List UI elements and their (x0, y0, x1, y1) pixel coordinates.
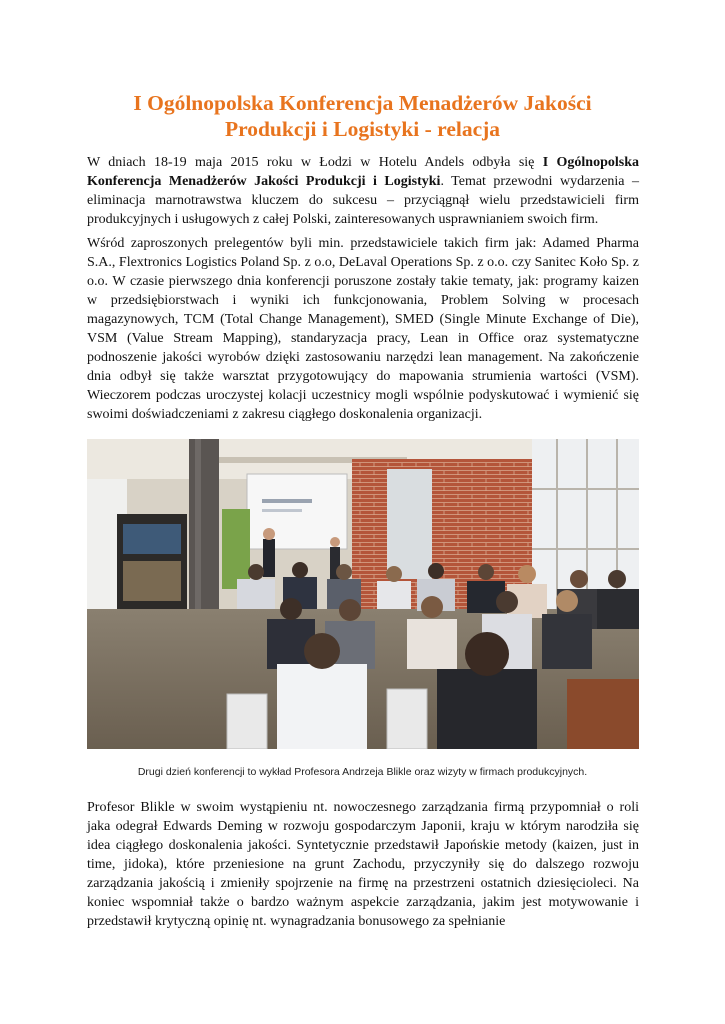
intro-paragraph (87, 153, 639, 229)
conference-name-bold: I Ogólnopolska Konferencja Menadżerów Jakości Produkcji i Logistyki (87, 155, 639, 189)
photo-caption: Drugi dzień konferencji to wykład Profesora Andrzeja Blikle oraz wizyty w firmach produkcyjnych. (137, 766, 588, 778)
title-line-1: I Ogólnopolska Konferencja Menadżerów Jakości (133, 91, 592, 115)
speakers-paragraph: Wśród zaproszonych prelegentów byli min. przedstawiciele takich firm jak: Adamed Pharma S.A., Flextronics Logistics Poland Sp. z o.o, DeLaval Operations Sp. z o.o. czy Sanitec Koło Sp. z o.o. W czasie pierwszego dnia konferencji poruszone zostały takie tematy, jak: programy kaizen w przedsiębiorstwach i wyniki ich funkcjonowania, Problem Solving w procesach magazynowych, TCM (Total Change Management), SMED (Single Minute Exchange of Die), VSM (Value Stream Mapping), standaryzacja pracy, Lean in Office oraz systematyczne podnoszenie jakości wyrobów dzięki zastosowaniu narzędzi lean management. Na zakończenie dnia odbył się także warsztat przygotowujący do mapowania strumienia wartości (VSM). Wieczorem podczas uroczystej kolacji uczestnicy mogli wspólnie podyskutować i wymienić się swoimi doświadczeniami z zakresu ciągłego doskonalenia organizacji. (87, 236, 639, 422)
blikle-paragraph: Profesor Blikle w swoim wystąpieniu nt. nowoczesnego zarządzania firmą przypomniał o roli jaka odegrał Edwards Deming w rozwoju gospodarczym Japonii, kraju w którym narodziła się idea ciągłego doskonalenia jakości. Syntetycznie przedstawił Japońskie metody (kaizen, just in time, jidoka), które przeniesione na grunt Zachodu, przyczyniły się do dalszego rozwoju zarządzania jakością i zmieniły spojrzenie na firmę na przestrzeni ostatnich dziesięcioleci. Na koniec wspomniał także o bardzo ważnym aspekcie zarządzania, jakim jest motywowanie i przedstawił krytyczną opinię nt. wynagradzania bonusowego za spełnianie (87, 800, 639, 929)
intro-text-start: W dniach 18-19 maja 2015 roku w Łodzi w Hotelu Andels odbyła się (87, 155, 543, 170)
conference-photo (87, 439, 639, 749)
title-line-2: Produkcji i Logistyki - relacja (224, 117, 501, 141)
intro-text-end: . Temat przewodni wydarzenia – eliminacja marnotrawstwa kluczem do sukcesu – przyciągnął wielu przedstawicieli firm produkcyjnych i usługowych z całej Polski, zainteresowanych usprawnianiem swoich firm. (87, 174, 639, 227)
document-title (60, 90, 665, 142)
